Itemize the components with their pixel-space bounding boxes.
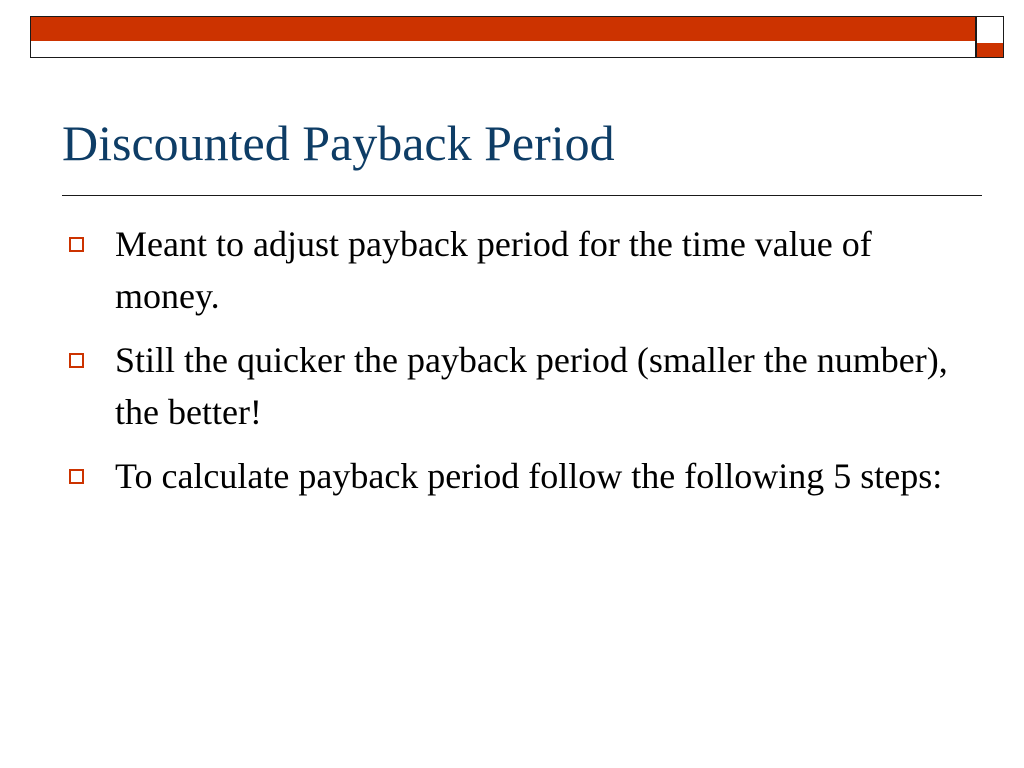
title-divider xyxy=(62,195,982,196)
hollow-square-bullet-icon xyxy=(69,353,84,368)
bullet-text: Still the quicker the payback period (smaller the number), the better! xyxy=(115,340,948,432)
bullet-list xyxy=(62,218,962,514)
bullet-item xyxy=(62,334,962,438)
header-accent-stripe xyxy=(31,17,975,41)
bullet-text: Meant to adjust payback period for the time value of money. xyxy=(115,224,872,316)
header-decoration-bar xyxy=(30,16,976,58)
hollow-square-bullet-icon xyxy=(69,469,84,484)
corner-accent-fill xyxy=(977,43,1003,57)
bullet-text: To calculate payback period follow the following 5 steps: xyxy=(115,456,943,496)
header-corner-box xyxy=(976,16,1004,58)
bullet-item xyxy=(62,450,962,502)
bullet-item xyxy=(62,218,962,322)
hollow-square-bullet-icon xyxy=(69,237,84,252)
slide-title: Discounted Payback Period xyxy=(62,115,615,171)
